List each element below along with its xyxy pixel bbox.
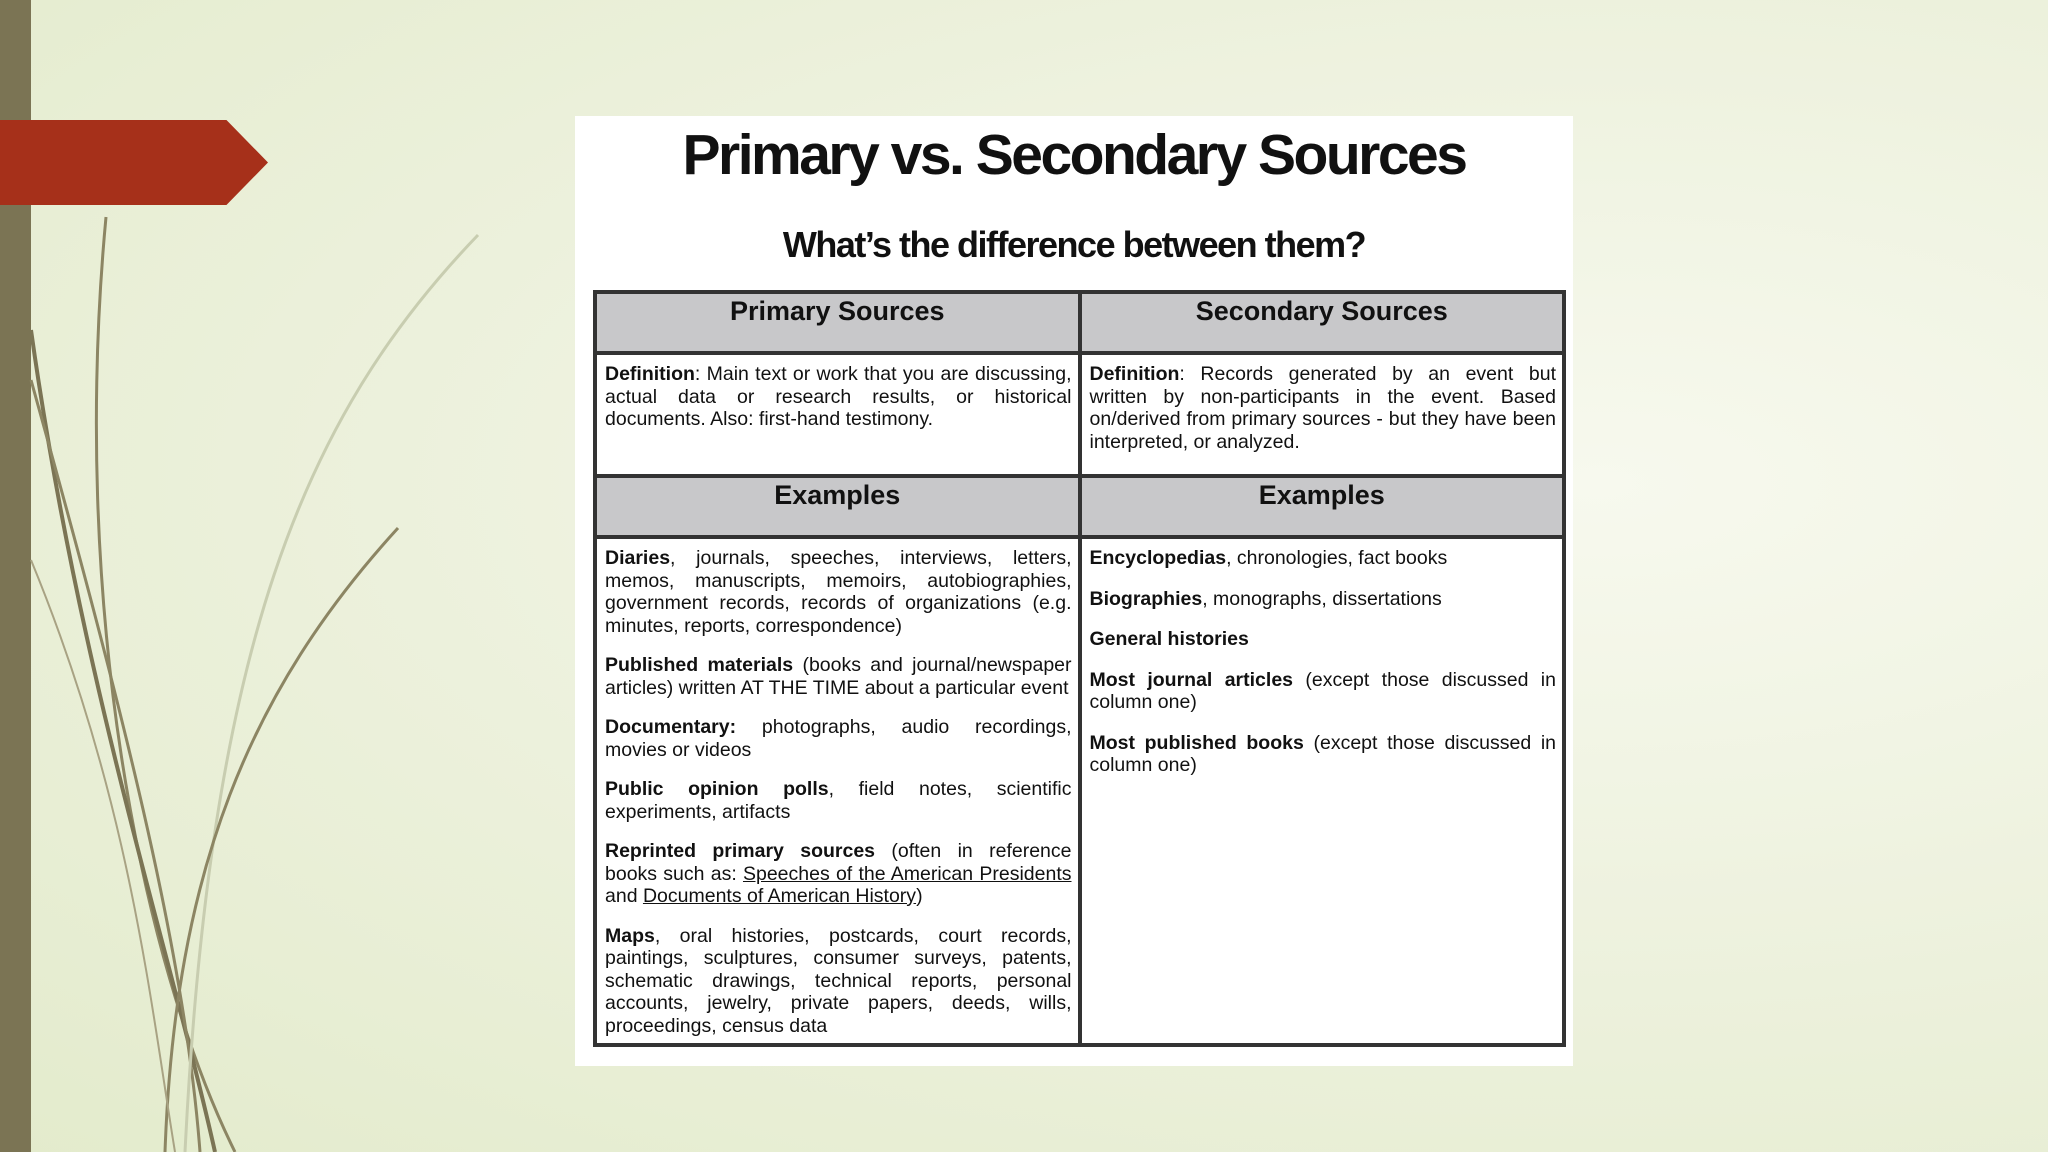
header-secondary-sources: Secondary Sources	[1080, 292, 1565, 353]
list-item: Encyclopedias, chronologies, fact books	[1089, 547, 1448, 569]
list-item: Public opinion polls, field notes, scientific experiments, artifacts	[605, 778, 1072, 823]
embedded-comparison-image	[575, 116, 1573, 1066]
primary-examples-cell	[595, 537, 1080, 1045]
definition-row	[595, 353, 1564, 476]
examples-header-row	[595, 476, 1564, 537]
list-item: Biographies, monographs, dissertations	[1089, 587, 1442, 610]
list-item: Reprinted primary sources (often in reference books such as: Speeches of the American Presidents and Documents of American History)	[605, 840, 1072, 907]
list-item: Diaries, journals, speeches, interviews, letters, memos, manuscripts, memoirs, autobiographies, government records, records of organizations (e.g. minutes, reports, correspondence)	[605, 547, 1072, 637]
secondary-definition-text: : Records generated by an event but written by non-participants in the event. Based on/derived from primary sources - but they have been interpreted, or analyzed.	[1089, 363, 1556, 453]
secondary-definition-cell	[1080, 353, 1565, 476]
list-item: Maps, oral histories, postcards, court records, paintings, sculptures, consumer surveys, patents, schematic drawings, technical reports, personal accounts, jewelry, private papers, deeds, wills, proceedings, census data	[605, 924, 1072, 1037]
comparison-table	[593, 290, 1566, 1047]
list-item: Documentary: photographs, audio recordings, movies or videos	[605, 716, 1072, 761]
primary-definition-text: : Main text or work that you are discussing, actual data or research results, or historical documents. Also: first-hand testimony.	[605, 363, 1072, 430]
list-item: Most published books (except those discussed in column one)	[1089, 731, 1556, 776]
page-subtitle: What’s the difference between them?	[782, 224, 1366, 265]
table-header-row	[595, 292, 1564, 353]
primary-definition-cell	[595, 353, 1080, 476]
underlined-title: Documents of American History	[642, 885, 917, 907]
header-examples-secondary: Examples	[1080, 476, 1565, 537]
secondary-examples-cell	[1080, 537, 1565, 1045]
header-examples-primary: Examples	[595, 476, 1080, 537]
page-title: Primary vs. Secondary Sources	[682, 123, 1466, 187]
primary-definition-label: Definition	[605, 363, 695, 385]
header-primary-sources: Primary Sources	[595, 292, 1080, 353]
list-item: Most journal articles (except those discussed in column one)	[1089, 668, 1556, 713]
secondary-definition-label: Definition	[1089, 363, 1180, 385]
title-arrow-tab	[0, 120, 268, 205]
underlined-title: Speeches of the American Presidents	[742, 862, 1072, 885]
list-item: Published materials (books and journal/newspaper articles) written AT THE TIME about a particular event	[605, 654, 1072, 699]
examples-row	[595, 537, 1564, 1045]
list-item: General histories	[1089, 628, 1249, 650]
